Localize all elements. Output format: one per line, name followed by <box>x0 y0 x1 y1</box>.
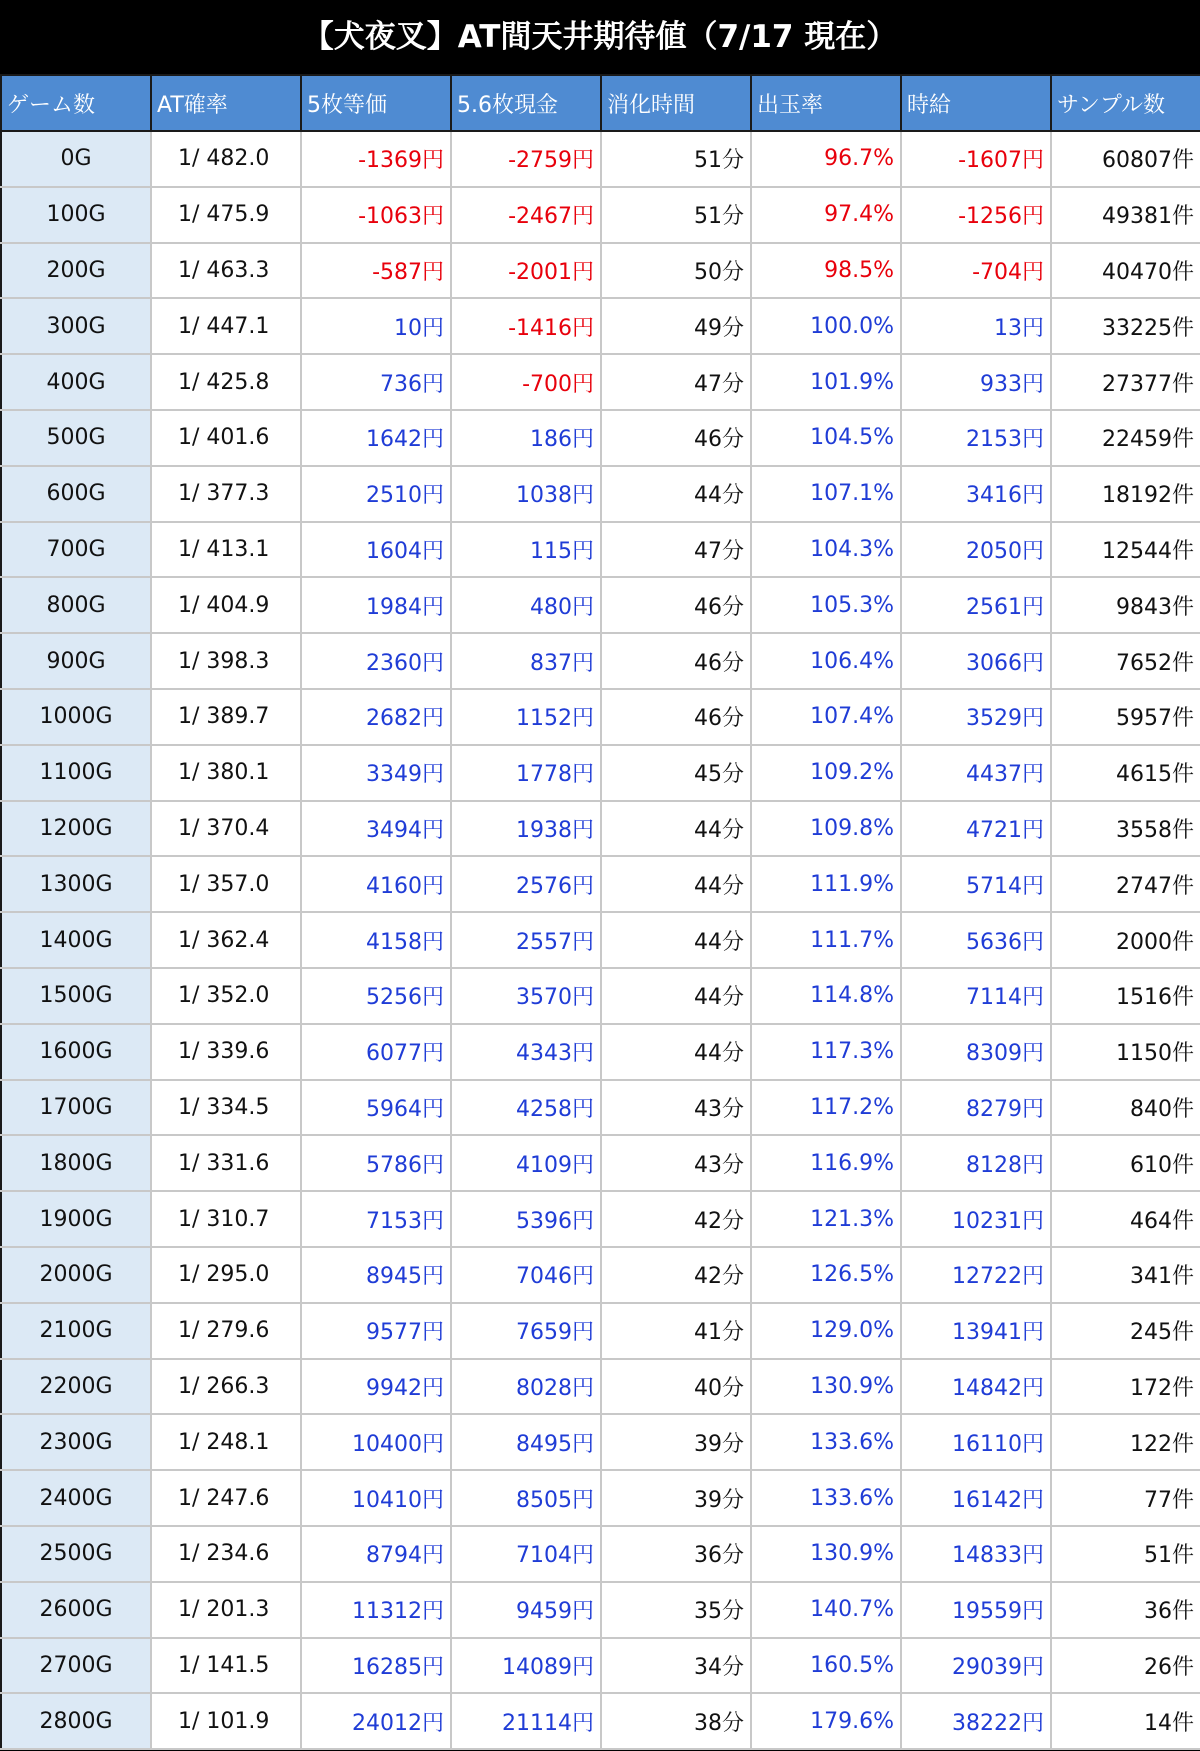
cell-hourly-wage: 4721円 <box>901 801 1051 857</box>
cell-at-rate: 1/ 248.1 <box>151 1414 301 1470</box>
cell-hourly-wage: 933円 <box>901 354 1051 410</box>
cell-5-6-cash: -700円 <box>451 354 601 410</box>
cell-5-6-cash: 4343円 <box>451 1024 601 1080</box>
cell-5-equivalent: 24012円 <box>301 1693 451 1749</box>
cell-at-rate: 1/ 401.6 <box>151 410 301 466</box>
cell-5-6-cash: 2557円 <box>451 912 601 968</box>
cell-at-rate: 1/ 482.0 <box>151 131 301 187</box>
cell-5-equivalent: 9577円 <box>301 1303 451 1359</box>
cell-5-equivalent: 3349円 <box>301 745 451 801</box>
cell-payout-rate: 117.2% <box>751 1080 901 1136</box>
cell-at-rate: 1/ 357.0 <box>151 856 301 912</box>
cell-at-rate: 1/ 234.6 <box>151 1526 301 1582</box>
cell-play-time: 38分 <box>601 1693 751 1749</box>
cell-at-rate: 1/ 266.3 <box>151 1359 301 1415</box>
cell-sample-count: 5957件 <box>1051 689 1200 745</box>
cell-sample-count: 33225件 <box>1051 298 1200 354</box>
cell-payout-rate: 133.6% <box>751 1470 901 1526</box>
cell-game-count: 400G <box>1 354 151 410</box>
header-payout-rate: 出玉率 <box>751 75 901 131</box>
cell-5-6-cash: 1938円 <box>451 801 601 857</box>
table-row <box>1 410 1200 466</box>
cell-hourly-wage: 3529円 <box>901 689 1051 745</box>
cell-hourly-wage: 2050円 <box>901 522 1051 578</box>
cell-5-6-cash: -2001円 <box>451 243 601 299</box>
cell-sample-count: 12544件 <box>1051 522 1200 578</box>
cell-sample-count: 245件 <box>1051 1303 1200 1359</box>
cell-game-count: 1500G <box>1 968 151 1024</box>
cell-play-time: 47分 <box>601 354 751 410</box>
table-row <box>1 745 1200 801</box>
cell-sample-count: 3558件 <box>1051 801 1200 857</box>
cell-5-6-cash: 14089円 <box>451 1638 601 1694</box>
cell-5-equivalent: 736円 <box>301 354 451 410</box>
cell-sample-count: 9843件 <box>1051 577 1200 633</box>
cell-5-equivalent: 5256円 <box>301 968 451 1024</box>
cell-game-count: 1100G <box>1 745 151 801</box>
cell-at-rate: 1/ 398.3 <box>151 633 301 689</box>
cell-sample-count: 22459件 <box>1051 410 1200 466</box>
cell-5-6-cash: 8495円 <box>451 1414 601 1470</box>
cell-game-count: 1900G <box>1 1191 151 1247</box>
cell-game-count: 1200G <box>1 801 151 857</box>
table-row <box>1 633 1200 689</box>
cell-payout-rate: 109.8% <box>751 801 901 857</box>
cell-5-6-cash: 115円 <box>451 522 601 578</box>
cell-5-6-cash: 21114円 <box>451 1693 601 1749</box>
cell-5-equivalent: 10400円 <box>301 1414 451 1470</box>
cell-5-6-cash: 837円 <box>451 633 601 689</box>
cell-game-count: 2500G <box>1 1526 151 1582</box>
cell-hourly-wage: 4437円 <box>901 745 1051 801</box>
table-row <box>1 298 1200 354</box>
cell-hourly-wage: 2561円 <box>901 577 1051 633</box>
cell-sample-count: 60807件 <box>1051 131 1200 187</box>
cell-5-equivalent: 4160円 <box>301 856 451 912</box>
cell-sample-count: 18192件 <box>1051 466 1200 522</box>
cell-payout-rate: 160.5% <box>751 1638 901 1694</box>
table-body <box>1 131 1200 1749</box>
cell-payout-rate: 117.3% <box>751 1024 901 1080</box>
cell-sample-count: 40470件 <box>1051 243 1200 299</box>
cell-5-6-cash: 1038円 <box>451 466 601 522</box>
header-play-time: 消化時間 <box>601 75 751 131</box>
cell-5-6-cash: 1778円 <box>451 745 601 801</box>
cell-sample-count: 26件 <box>1051 1638 1200 1694</box>
cell-play-time: 51分 <box>601 131 751 187</box>
cell-at-rate: 1/ 370.4 <box>151 801 301 857</box>
cell-game-count: 700G <box>1 522 151 578</box>
cell-hourly-wage: 8309円 <box>901 1024 1051 1080</box>
cell-hourly-wage: 14833円 <box>901 1526 1051 1582</box>
table-row <box>1 689 1200 745</box>
table-row <box>1 1024 1200 1080</box>
cell-at-rate: 1/ 380.1 <box>151 745 301 801</box>
cell-sample-count: 840件 <box>1051 1080 1200 1136</box>
cell-payout-rate: 107.4% <box>751 689 901 745</box>
table-row <box>1 1135 1200 1191</box>
cell-payout-rate: 106.4% <box>751 633 901 689</box>
cell-play-time: 42分 <box>601 1247 751 1303</box>
cell-game-count: 2000G <box>1 1247 151 1303</box>
cell-game-count: 0G <box>1 131 151 187</box>
table-row <box>1 1191 1200 1247</box>
cell-hourly-wage: 7114円 <box>901 968 1051 1024</box>
cell-hourly-wage: 10231円 <box>901 1191 1051 1247</box>
cell-hourly-wage: 13円 <box>901 298 1051 354</box>
cell-play-time: 39分 <box>601 1414 751 1470</box>
cell-play-time: 43分 <box>601 1080 751 1136</box>
cell-game-count: 1400G <box>1 912 151 968</box>
cell-payout-rate: 107.1% <box>751 466 901 522</box>
cell-5-6-cash: 2576円 <box>451 856 601 912</box>
header-game-count: ゲーム数 <box>1 75 151 131</box>
table-row <box>1 1359 1200 1415</box>
cell-5-equivalent: 1604円 <box>301 522 451 578</box>
cell-play-time: 39分 <box>601 1470 751 1526</box>
cell-game-count: 2800G <box>1 1693 151 1749</box>
cell-payout-rate: 100.0% <box>751 298 901 354</box>
cell-at-rate: 1/ 141.5 <box>151 1638 301 1694</box>
cell-sample-count: 77件 <box>1051 1470 1200 1526</box>
cell-payout-rate: 105.3% <box>751 577 901 633</box>
table-row <box>1 1303 1200 1359</box>
cell-5-6-cash: 480円 <box>451 577 601 633</box>
cell-5-6-cash: -1416円 <box>451 298 601 354</box>
cell-payout-rate: 114.8% <box>751 968 901 1024</box>
table-row <box>1 1693 1200 1749</box>
table-row <box>1 466 1200 522</box>
cell-game-count: 1600G <box>1 1024 151 1080</box>
cell-game-count: 600G <box>1 466 151 522</box>
cell-sample-count: 1150件 <box>1051 1024 1200 1080</box>
cell-sample-count: 7652件 <box>1051 633 1200 689</box>
cell-5-equivalent: 10410円 <box>301 1470 451 1526</box>
cell-hourly-wage: 16110円 <box>901 1414 1051 1470</box>
header-5-6-cash: 5.6枚現金 <box>451 75 601 131</box>
cell-5-equivalent: 8794円 <box>301 1526 451 1582</box>
cell-5-6-cash: 1152円 <box>451 689 601 745</box>
cell-at-rate: 1/ 404.9 <box>151 577 301 633</box>
cell-5-equivalent: 9942円 <box>301 1359 451 1415</box>
cell-5-equivalent: 5786円 <box>301 1135 451 1191</box>
cell-play-time: 49分 <box>601 298 751 354</box>
cell-5-equivalent: -587円 <box>301 243 451 299</box>
cell-play-time: 40分 <box>601 1359 751 1415</box>
cell-5-equivalent: 2682円 <box>301 689 451 745</box>
cell-game-count: 2100G <box>1 1303 151 1359</box>
cell-5-6-cash: 9459円 <box>451 1582 601 1638</box>
cell-sample-count: 14件 <box>1051 1693 1200 1749</box>
cell-payout-rate: 126.5% <box>751 1247 901 1303</box>
cell-hourly-wage: -704円 <box>901 243 1051 299</box>
cell-play-time: 44分 <box>601 466 751 522</box>
cell-play-time: 46分 <box>601 633 751 689</box>
cell-5-6-cash: -2467円 <box>451 187 601 243</box>
cell-game-count: 500G <box>1 410 151 466</box>
table-row <box>1 354 1200 410</box>
cell-payout-rate: 101.9% <box>751 354 901 410</box>
cell-hourly-wage: 12722円 <box>901 1247 1051 1303</box>
table-row <box>1 243 1200 299</box>
cell-at-rate: 1/ 413.1 <box>151 522 301 578</box>
cell-payout-rate: 130.9% <box>751 1359 901 1415</box>
cell-5-6-cash: -2759円 <box>451 131 601 187</box>
cell-5-equivalent: 8945円 <box>301 1247 451 1303</box>
cell-at-rate: 1/ 201.3 <box>151 1582 301 1638</box>
cell-play-time: 45分 <box>601 745 751 801</box>
cell-payout-rate: 104.3% <box>751 522 901 578</box>
cell-at-rate: 1/ 334.5 <box>151 1080 301 1136</box>
table-row <box>1 1638 1200 1694</box>
cell-hourly-wage: -1256円 <box>901 187 1051 243</box>
cell-5-equivalent: 2360円 <box>301 633 451 689</box>
cell-game-count: 100G <box>1 187 151 243</box>
cell-game-count: 1000G <box>1 689 151 745</box>
cell-sample-count: 464件 <box>1051 1191 1200 1247</box>
header-row <box>1 75 1200 131</box>
cell-payout-rate: 129.0% <box>751 1303 901 1359</box>
cell-payout-rate: 130.9% <box>751 1526 901 1582</box>
cell-game-count: 200G <box>1 243 151 299</box>
cell-5-6-cash: 8028円 <box>451 1359 601 1415</box>
cell-at-rate: 1/ 475.9 <box>151 187 301 243</box>
cell-hourly-wage: 3066円 <box>901 633 1051 689</box>
cell-play-time: 44分 <box>601 968 751 1024</box>
cell-hourly-wage: 19559円 <box>901 1582 1051 1638</box>
cell-5-equivalent: -1063円 <box>301 187 451 243</box>
cell-play-time: 46分 <box>601 410 751 466</box>
cell-play-time: 47分 <box>601 522 751 578</box>
cell-hourly-wage: 8279円 <box>901 1080 1051 1136</box>
cell-payout-rate: 121.3% <box>751 1191 901 1247</box>
expectation-table <box>0 74 1200 1750</box>
cell-sample-count: 27377件 <box>1051 354 1200 410</box>
cell-hourly-wage: 2153円 <box>901 410 1051 466</box>
cell-at-rate: 1/ 331.6 <box>151 1135 301 1191</box>
cell-sample-count: 172件 <box>1051 1359 1200 1415</box>
cell-5-6-cash: 5396円 <box>451 1191 601 1247</box>
cell-game-count: 800G <box>1 577 151 633</box>
cell-sample-count: 341件 <box>1051 1247 1200 1303</box>
cell-play-time: 51分 <box>601 187 751 243</box>
cell-payout-rate: 140.7% <box>751 1582 901 1638</box>
cell-hourly-wage: 29039円 <box>901 1638 1051 1694</box>
cell-hourly-wage: 5714円 <box>901 856 1051 912</box>
table-row <box>1 1080 1200 1136</box>
cell-sample-count: 51件 <box>1051 1526 1200 1582</box>
cell-play-time: 35分 <box>601 1582 751 1638</box>
cell-payout-rate: 179.6% <box>751 1693 901 1749</box>
cell-play-time: 43分 <box>601 1135 751 1191</box>
cell-5-equivalent: 10円 <box>301 298 451 354</box>
cell-5-equivalent: 16285円 <box>301 1638 451 1694</box>
cell-at-rate: 1/ 377.3 <box>151 466 301 522</box>
table-row <box>1 968 1200 1024</box>
table-row <box>1 187 1200 243</box>
cell-5-equivalent: 5964円 <box>301 1080 451 1136</box>
cell-play-time: 46分 <box>601 577 751 633</box>
cell-payout-rate: 111.7% <box>751 912 901 968</box>
cell-sample-count: 610件 <box>1051 1135 1200 1191</box>
cell-5-6-cash: 8505円 <box>451 1470 601 1526</box>
table-row <box>1 1470 1200 1526</box>
cell-hourly-wage: 16142円 <box>901 1470 1051 1526</box>
cell-5-equivalent: 7153円 <box>301 1191 451 1247</box>
cell-play-time: 44分 <box>601 1024 751 1080</box>
header-5-equivalent: 5枚等価 <box>301 75 451 131</box>
table-row <box>1 1414 1200 1470</box>
header-hourly-wage: 時給 <box>901 75 1051 131</box>
cell-payout-rate: 96.7% <box>751 131 901 187</box>
cell-sample-count: 49381件 <box>1051 187 1200 243</box>
cell-5-6-cash: 186円 <box>451 410 601 466</box>
cell-game-count: 1700G <box>1 1080 151 1136</box>
cell-hourly-wage: -1607円 <box>901 131 1051 187</box>
table-row <box>1 801 1200 857</box>
cell-sample-count: 4615件 <box>1051 745 1200 801</box>
cell-play-time: 44分 <box>601 856 751 912</box>
cell-play-time: 41分 <box>601 1303 751 1359</box>
cell-at-rate: 1/ 352.0 <box>151 968 301 1024</box>
cell-game-count: 1800G <box>1 1135 151 1191</box>
cell-at-rate: 1/ 389.7 <box>151 689 301 745</box>
cell-hourly-wage: 8128円 <box>901 1135 1051 1191</box>
cell-at-rate: 1/ 463.3 <box>151 243 301 299</box>
cell-at-rate: 1/ 247.6 <box>151 1470 301 1526</box>
cell-payout-rate: 111.9% <box>751 856 901 912</box>
cell-sample-count: 36件 <box>1051 1582 1200 1638</box>
cell-play-time: 36分 <box>601 1526 751 1582</box>
cell-5-equivalent: 3494円 <box>301 801 451 857</box>
cell-play-time: 50分 <box>601 243 751 299</box>
cell-5-equivalent: 6077円 <box>301 1024 451 1080</box>
cell-play-time: 34分 <box>601 1638 751 1694</box>
cell-hourly-wage: 14842円 <box>901 1359 1051 1415</box>
cell-5-6-cash: 4258円 <box>451 1080 601 1136</box>
cell-hourly-wage: 38222円 <box>901 1693 1051 1749</box>
cell-5-6-cash: 7046円 <box>451 1247 601 1303</box>
cell-at-rate: 1/ 310.7 <box>151 1191 301 1247</box>
table-row <box>1 1526 1200 1582</box>
page-title: 【犬夜叉】AT間天井期待値（7/17 現在） <box>302 19 898 55</box>
cell-game-count: 2700G <box>1 1638 151 1694</box>
cell-5-6-cash: 3570円 <box>451 968 601 1024</box>
cell-sample-count: 122件 <box>1051 1414 1200 1470</box>
cell-hourly-wage: 5636円 <box>901 912 1051 968</box>
cell-at-rate: 1/ 295.0 <box>151 1247 301 1303</box>
cell-at-rate: 1/ 279.6 <box>151 1303 301 1359</box>
cell-sample-count: 2000件 <box>1051 912 1200 968</box>
cell-at-rate: 1/ 339.6 <box>151 1024 301 1080</box>
table-row <box>1 131 1200 187</box>
cell-5-equivalent: 11312円 <box>301 1582 451 1638</box>
cell-at-rate: 1/ 447.1 <box>151 298 301 354</box>
cell-5-equivalent: 1984円 <box>301 577 451 633</box>
cell-play-time: 46分 <box>601 689 751 745</box>
cell-game-count: 2600G <box>1 1582 151 1638</box>
cell-at-rate: 1/ 362.4 <box>151 912 301 968</box>
cell-payout-rate: 133.6% <box>751 1414 901 1470</box>
cell-play-time: 42分 <box>601 1191 751 1247</box>
cell-at-rate: 1/ 425.8 <box>151 354 301 410</box>
cell-5-equivalent: -1369円 <box>301 131 451 187</box>
header-at-rate: AT確率 <box>151 75 301 131</box>
cell-game-count: 300G <box>1 298 151 354</box>
cell-game-count: 2400G <box>1 1470 151 1526</box>
cell-hourly-wage: 13941円 <box>901 1303 1051 1359</box>
cell-game-count: 900G <box>1 633 151 689</box>
cell-5-6-cash: 4109円 <box>451 1135 601 1191</box>
table-row <box>1 1247 1200 1303</box>
cell-play-time: 44分 <box>601 801 751 857</box>
cell-payout-rate: 109.2% <box>751 745 901 801</box>
cell-hourly-wage: 3416円 <box>901 466 1051 522</box>
cell-sample-count: 1516件 <box>1051 968 1200 1024</box>
table-row <box>1 522 1200 578</box>
header-sample-count: サンプル数 <box>1051 75 1200 131</box>
cell-game-count: 2200G <box>1 1359 151 1415</box>
table-row <box>1 856 1200 912</box>
table-row <box>1 912 1200 968</box>
cell-play-time: 44分 <box>601 912 751 968</box>
table-row <box>1 1582 1200 1638</box>
cell-5-equivalent: 4158円 <box>301 912 451 968</box>
cell-game-count: 2300G <box>1 1414 151 1470</box>
cell-payout-rate: 98.5% <box>751 243 901 299</box>
cell-at-rate: 1/ 101.9 <box>151 1693 301 1749</box>
cell-5-6-cash: 7104円 <box>451 1526 601 1582</box>
cell-5-6-cash: 7659円 <box>451 1303 601 1359</box>
cell-game-count: 1300G <box>1 856 151 912</box>
cell-5-equivalent: 2510円 <box>301 466 451 522</box>
cell-sample-count: 2747件 <box>1051 856 1200 912</box>
table-row <box>1 577 1200 633</box>
cell-payout-rate: 116.9% <box>751 1135 901 1191</box>
cell-payout-rate: 97.4% <box>751 187 901 243</box>
cell-5-equivalent: 1642円 <box>301 410 451 466</box>
cell-payout-rate: 104.5% <box>751 410 901 466</box>
